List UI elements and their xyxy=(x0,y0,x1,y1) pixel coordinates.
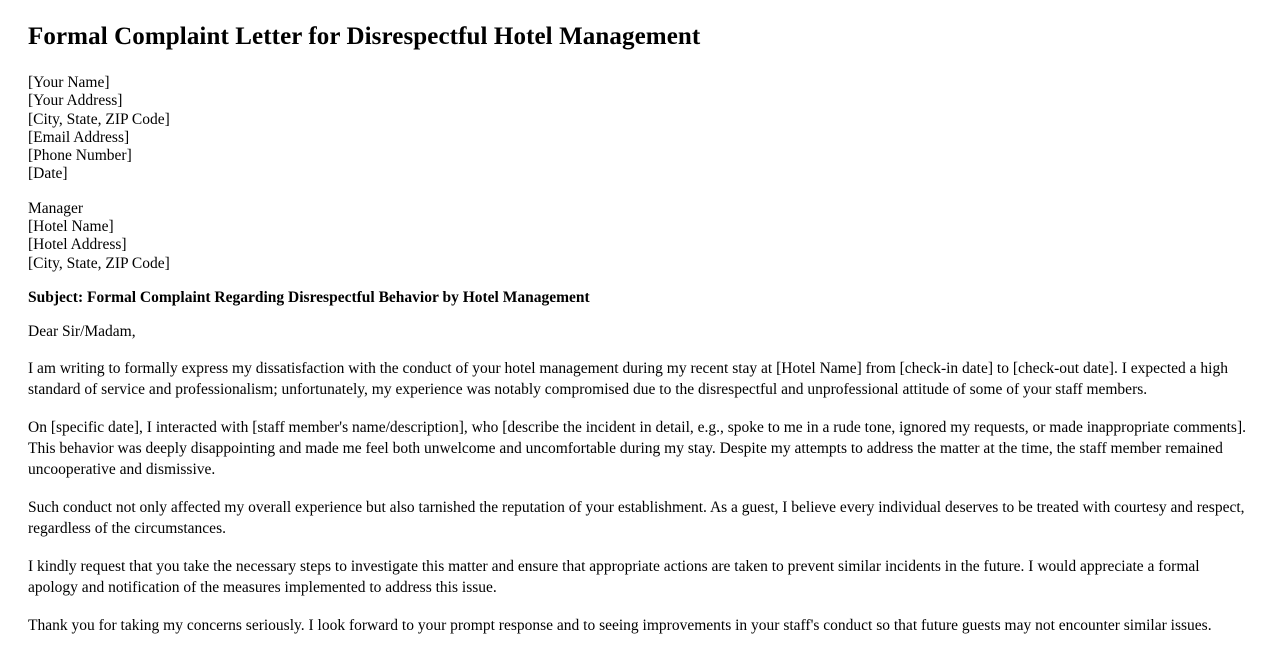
salutation: Dear Sir/Madam, xyxy=(28,323,136,341)
body-paragraph: Thank you for taking my concerns seriously. I look forward to your prompt response and to seeing improvements in your staff's conduct so that future guests may not encounter similar issues. xyxy=(28,616,1212,634)
recipient-address-block xyxy=(28,200,1250,273)
recipient-line: Manager xyxy=(28,199,84,217)
page-title: Formal Complaint Letter for Disrespectful Hotel Management xyxy=(28,23,701,50)
sender-line: [Your Address] xyxy=(28,92,123,110)
sender-line: [Email Address] xyxy=(28,128,130,146)
body-paragraph: I kindly request that you take the necessary steps to investigate this matter and ensure that appropriate actions are taken to prevent similar incidents in the future. I would appreciate a formal apology and notification of the measures implemented to address this issue. xyxy=(28,557,1200,596)
sender-line: [Your Name] xyxy=(28,74,110,91)
recipient-line: [City, State, ZIP Code] xyxy=(28,254,170,272)
recipient-line: [Hotel Name] xyxy=(28,217,114,235)
sender-line: [City, State, ZIP Code] xyxy=(28,110,170,128)
sender-line: [Phone Number] xyxy=(28,147,132,165)
body-paragraph: I am writing to formally express my dissatisfaction with the conduct of your hotel management during my recent stay at [Hotel Name] from [check-in date] to [check-out date]. I expected a high standard of service and professionalism; unfortunately, my experience was notably compromised due to the disrespectful and unprofessional attitude of some of your staff members. xyxy=(28,360,1228,399)
sender-address-block xyxy=(28,74,1250,184)
recipient-line: [Hotel Address] xyxy=(28,236,127,254)
body-paragraph: Such conduct not only affected my overall experience but also tarnished the reputation of your establishment. As a guest, I believe every individual deserves to be treated with courtesy and respect, regardless of the circumstances. xyxy=(28,499,1245,537)
sender-line: [Date] xyxy=(28,165,68,183)
body-paragraph: On [specific date], I interacted with [staff member's name/description], who [describe the incident in detail, e.g., spoke to me in a rude tone, ignored my requests, or made inappropriate comments]. This behavior was deeply disappointing and made me feel both unwelcome and uncomfortable during my stay. Despite my attempts to address the matter at the time, the staff member remained uncooperative and dismissive. xyxy=(28,419,1246,479)
subject-line: Subject: Formal Complaint Regarding Disrespectful Behavior by Hotel Management xyxy=(28,288,590,306)
